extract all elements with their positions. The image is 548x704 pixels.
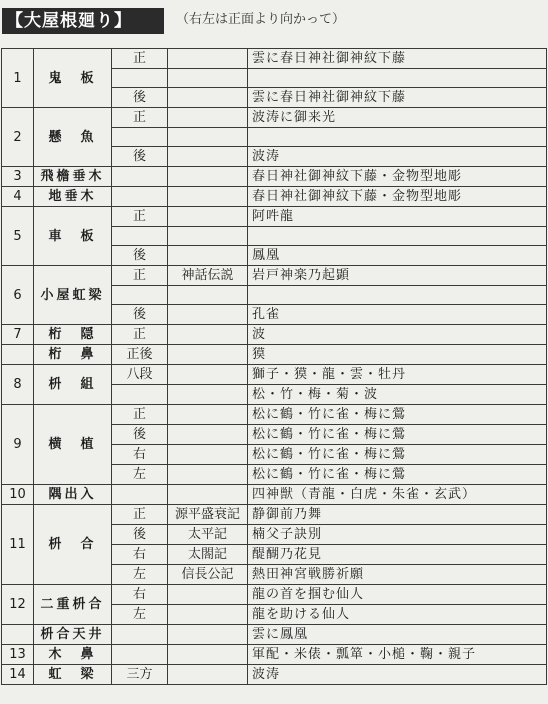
carving-description: 熱田神宮戦勝祈願 [248, 565, 547, 585]
part-name: 枡合天井 [34, 625, 112, 645]
side-label: 正 [112, 505, 168, 525]
table-row [2, 325, 547, 345]
carving-description: 岩戸神楽乃起顕 [248, 266, 547, 286]
part-name: 車 板 [34, 207, 112, 266]
side-label [112, 69, 168, 88]
carving-description: 龍を助ける仙人 [248, 605, 547, 625]
side-label: 右 [112, 445, 168, 465]
source-theme [168, 645, 248, 665]
part-name: 木 鼻 [34, 645, 112, 665]
carving-description: 鳳凰 [248, 246, 547, 266]
carving-table [1, 48, 547, 685]
carving-description: 龍の首を掴む仙人 [248, 585, 547, 605]
item-number [2, 625, 34, 645]
source-theme: 神話伝説 [168, 266, 248, 286]
carving-description: 波涛に御来光 [248, 108, 547, 128]
carving-description: 春日神社御神紋下藤・金物型地彫 [248, 167, 547, 187]
table-row [2, 585, 547, 605]
source-theme [168, 286, 248, 305]
part-name: 二重枡合 [34, 585, 112, 625]
table-row [2, 207, 547, 227]
source-theme: 太平記 [168, 525, 248, 545]
part-name: 隅出入 [34, 485, 112, 505]
source-theme [168, 147, 248, 167]
table-row [2, 405, 547, 425]
side-label: 後 [112, 246, 168, 266]
side-label: 三方 [112, 665, 168, 685]
source-theme: 源平盛衰記 [168, 505, 248, 525]
side-label [112, 625, 168, 645]
item-number: 2 [2, 108, 34, 167]
carving-description [248, 128, 547, 147]
source-theme [168, 425, 248, 445]
source-theme [168, 345, 248, 365]
side-label [112, 128, 168, 147]
side-label: 八段 [112, 365, 168, 385]
source-theme [168, 605, 248, 625]
table-row [2, 645, 547, 665]
source-theme [168, 69, 248, 88]
carving-description: 松に鶴・竹に雀・梅に鶯 [248, 465, 547, 485]
carving-description: 松に鶴・竹に雀・梅に鶯 [248, 445, 547, 465]
item-number: 12 [2, 585, 34, 625]
carving-description: 阿吽龍 [248, 207, 547, 227]
carving-description: 雲に春日神社御神紋下藤 [248, 49, 547, 69]
part-name: 飛檐垂木 [34, 167, 112, 187]
source-theme [168, 405, 248, 425]
source-theme [168, 325, 248, 345]
side-label: 後 [112, 88, 168, 108]
table-row [2, 505, 547, 525]
carving-description: 四神獣（青龍・白虎・朱雀・玄武） [248, 485, 547, 505]
side-label: 後 [112, 425, 168, 445]
side-label: 後 [112, 525, 168, 545]
table-row [2, 108, 547, 128]
source-theme [168, 88, 248, 108]
item-number: 14 [2, 665, 34, 685]
carving-description [248, 227, 547, 246]
part-name: 小屋虹梁 [34, 266, 112, 325]
side-label: 正後 [112, 345, 168, 365]
carving-description: 軍配・米俵・瓢箪・小槌・鞠・親子 [248, 645, 547, 665]
part-name: 虹 梁 [34, 665, 112, 685]
source-theme [168, 187, 248, 207]
table-row [2, 266, 547, 286]
carving-description: 静御前乃舞 [248, 505, 547, 525]
side-label [112, 167, 168, 187]
item-number: 4 [2, 187, 34, 207]
carving-description: 松に鶴・竹に雀・梅に鶯 [248, 425, 547, 445]
table-row [2, 625, 547, 645]
carving-description: 孔雀 [248, 305, 547, 325]
carving-description: 松・竹・梅・菊・波 [248, 385, 547, 405]
side-label [112, 286, 168, 305]
source-theme [168, 207, 248, 227]
carving-description: 醍醐乃花見 [248, 545, 547, 565]
item-number: 13 [2, 645, 34, 665]
side-label [112, 645, 168, 665]
source-theme [168, 485, 248, 505]
item-number: 8 [2, 365, 34, 405]
table-row [2, 345, 547, 365]
item-number [2, 345, 34, 365]
source-theme [168, 128, 248, 147]
carving-description: 春日神社御神紋下藤・金物型地彫 [248, 187, 547, 207]
carving-table-body [2, 49, 547, 685]
side-label: 後 [112, 147, 168, 167]
part-name: 横 植 [34, 405, 112, 485]
section-title: 【大屋根廻り】 [2, 8, 164, 34]
carving-description: 雲に春日神社御神紋下藤 [248, 88, 547, 108]
item-number: 6 [2, 266, 34, 325]
item-number: 1 [2, 49, 34, 108]
side-label [112, 187, 168, 207]
source-theme [168, 167, 248, 187]
side-label [112, 227, 168, 246]
source-theme [168, 625, 248, 645]
item-number: 10 [2, 485, 34, 505]
source-theme [168, 246, 248, 266]
side-label: 左 [112, 565, 168, 585]
source-theme [168, 305, 248, 325]
carving-description [248, 286, 547, 305]
carving-description: 獏 [248, 345, 547, 365]
carving-description: 波 [248, 325, 547, 345]
source-theme [168, 108, 248, 128]
item-number: 11 [2, 505, 34, 585]
part-name: 桁 隠 [34, 325, 112, 345]
item-number: 9 [2, 405, 34, 485]
part-name: 鬼 板 [34, 49, 112, 108]
carving-description: 松に鶴・竹に雀・梅に鶯 [248, 405, 547, 425]
source-theme [168, 445, 248, 465]
part-name: 桁 鼻 [34, 345, 112, 365]
part-name: 枡 合 [34, 505, 112, 585]
carving-description: 雲に鳳凰 [248, 625, 547, 645]
source-theme [168, 49, 248, 69]
source-theme [168, 227, 248, 246]
side-label: 右 [112, 585, 168, 605]
orientation-note: （右左は正面より向かって） [176, 12, 346, 27]
side-label: 正 [112, 49, 168, 69]
carving-description: 波涛 [248, 147, 547, 167]
item-number: 5 [2, 207, 34, 266]
part-name: 地垂木 [34, 187, 112, 207]
side-label: 正 [112, 325, 168, 345]
source-theme [168, 585, 248, 605]
table-row [2, 187, 547, 207]
item-number: 7 [2, 325, 34, 345]
carving-description: 獅子・獏・龍・雲・牡丹 [248, 365, 547, 385]
part-name: 懸 魚 [34, 108, 112, 167]
table-row [2, 485, 547, 505]
side-label [112, 385, 168, 405]
source-theme [168, 385, 248, 405]
side-label [112, 485, 168, 505]
side-label: 後 [112, 305, 168, 325]
carving-description: 楠父子訣別 [248, 525, 547, 545]
source-theme [168, 665, 248, 685]
side-label: 正 [112, 207, 168, 227]
item-number: 3 [2, 167, 34, 187]
carving-description: 波涛 [248, 665, 547, 685]
side-label: 左 [112, 465, 168, 485]
side-label: 正 [112, 405, 168, 425]
side-label: 正 [112, 266, 168, 286]
table-row [2, 49, 547, 69]
side-label: 右 [112, 545, 168, 565]
source-theme: 信長公記 [168, 565, 248, 585]
part-name: 枡 組 [34, 365, 112, 405]
carving-description [248, 69, 547, 88]
source-theme: 太閤記 [168, 545, 248, 565]
table-row [2, 665, 547, 685]
source-theme [168, 465, 248, 485]
side-label: 正 [112, 108, 168, 128]
table-row [2, 365, 547, 385]
side-label: 左 [112, 605, 168, 625]
source-theme [168, 365, 248, 385]
table-row [2, 167, 547, 187]
